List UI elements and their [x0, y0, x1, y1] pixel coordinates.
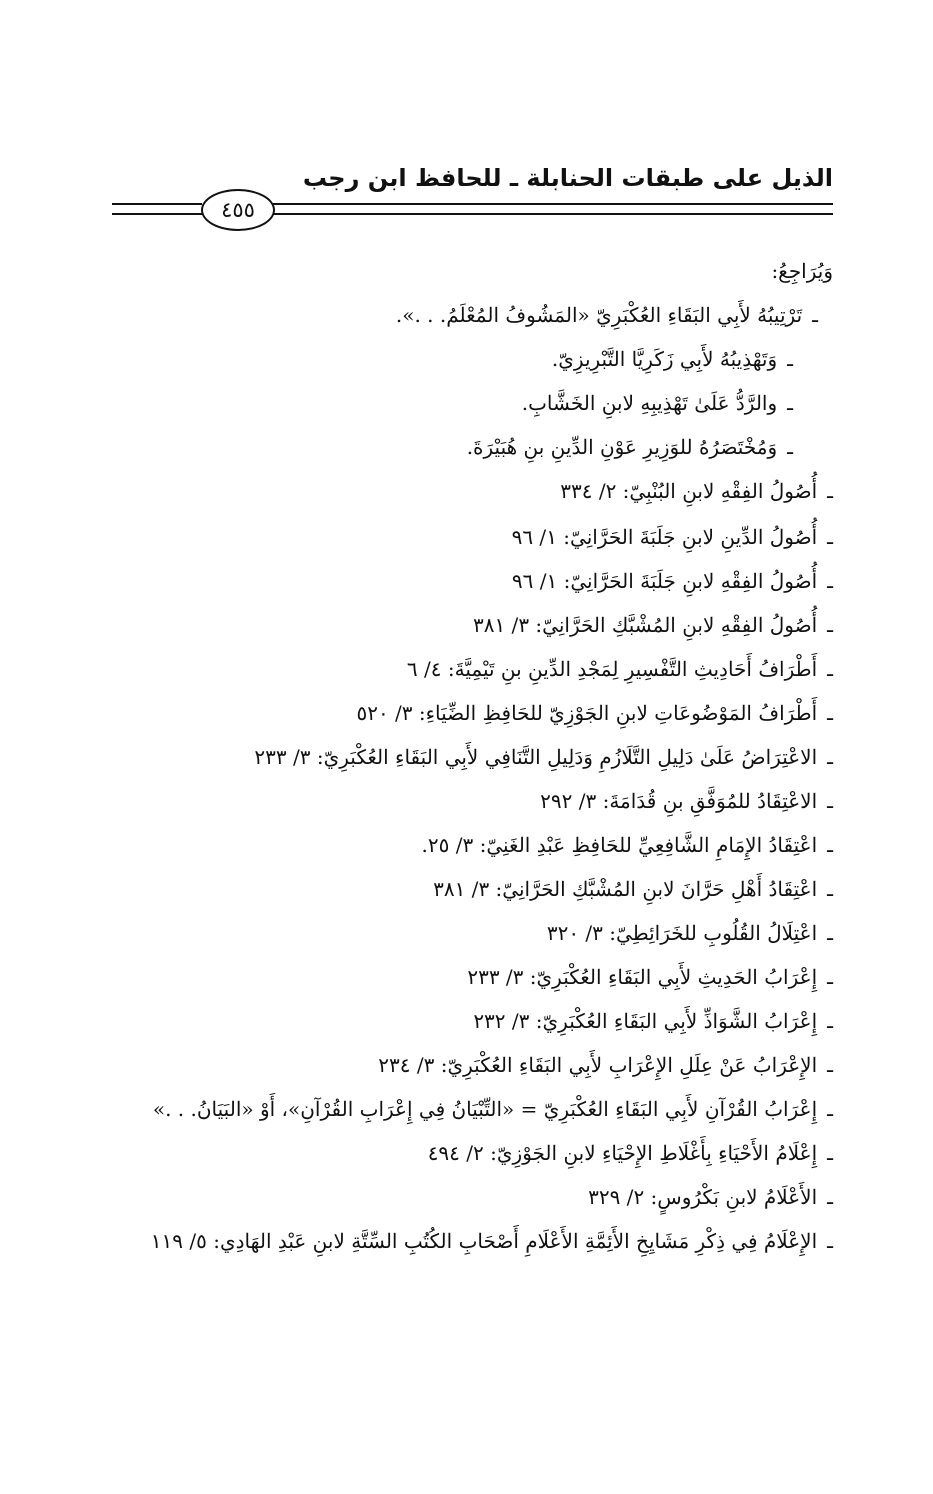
index-entry: [433, 874, 833, 904]
item-dash: ـ: [787, 435, 793, 459]
item-text: أُصُولُ الفِقْهِ لابنِ المُشْبَّكِ الحَرَّانِيّ: ٣/ ٣٨١: [472, 613, 818, 637]
item-dash: ـ: [812, 303, 818, 327]
list-item: [522, 388, 793, 418]
item-text: والرَّدُّ عَلَىٰ تَهْذِيبِهِ لابنِ الخَشَّابِ.: [521, 391, 778, 415]
index-entry: [512, 522, 833, 552]
page-number: ٤٥٥: [201, 189, 275, 231]
item-dash: ـ: [827, 1141, 833, 1165]
item-dash: ـ: [827, 701, 833, 725]
header-rule-right: [273, 203, 833, 215]
index-entry: [378, 1050, 833, 1080]
item-text: أُصُولُ الدِّينِ لابنِ جَلَبَةَ الحَرَّانِيّ: ١/ ٩٦: [511, 525, 818, 549]
item-dash: ـ: [827, 1185, 833, 1209]
index-entry: [473, 1006, 833, 1036]
item-dash: ـ: [827, 877, 833, 901]
item-dash: ـ: [827, 613, 833, 637]
index-entry: [153, 1094, 833, 1124]
index-entry: [588, 1182, 833, 1212]
item-text: إِعْرَابُ القُرْآنِ لأَبِي البَقَاءِ العُكْبَرِيّ = «التِّبْيَانُ فِي إِعْرَابِ القُرْآنِ»، أَوْ «البَيَانُ. . .»: [152, 1097, 818, 1121]
index-entry: [254, 742, 833, 772]
item-text: الإِعْرَابُ عَنْ عِلَلِ الإِعْرَابِ لأَبِي البَقَاءِ العُكْبَرِيّ: ٣/ ٢٣٤: [378, 1053, 818, 1077]
item-text: وَتَهْذِيبُهُ لأَبِي زَكَرِيَّا التَّبْرِيزِيّ.: [551, 347, 778, 371]
item-dash: ـ: [787, 347, 793, 371]
item-dash: ـ: [787, 391, 793, 415]
item-text: إِعْرَابُ الشَّوَاذِّ لأَبِي البَقَاءِ العُكْبَرِيّ: ٣/ ٢٣٢: [473, 1009, 818, 1033]
running-title: الذيل على طبقات الحنابلة ـ للحافظ ابن رجب: [302, 164, 833, 192]
index-entry: [560, 476, 833, 506]
index-entry: [467, 962, 833, 992]
item-dash: ـ: [827, 789, 833, 813]
item-text: أُصُولُ الفِقْهِ لابنِ جَلَبَةَ الحَرَّانِيّ: ١/ ٩٦: [511, 569, 818, 593]
item-text: إِعْرَابُ الحَدِيثِ لأَبِي البَقَاءِ العُكْبَرِيّ: ٣/ ٢٣٣: [467, 965, 818, 989]
item-dash: ـ: [827, 1229, 833, 1253]
index-entry: [473, 610, 833, 640]
item-text: الاعْتِرَاضُ عَلَىٰ دَلِيلِ التَّلَازُمِ وَدَلِيلِ التَّنَافِي لأَبِي البَقَاءِ العُكْبَرِيّ: ٣/ ٢٣٣: [254, 745, 818, 769]
item-text: إِعْلَامُ الأَحْيَاءِ بِأَغْلَاطِ الإِحْيَاءِ لابنِ الجَوْزِيّ: ٢/ ٤٩٤: [427, 1141, 818, 1165]
item-text: أَطْرَافُ أَحَادِيثِ التَّفْسِيرِ لِمَجْدِ الدِّينِ بنِ تَيْمِيَّةَ: ٤/ ٦: [406, 657, 818, 681]
index-entry: [512, 566, 833, 596]
item-dash: ـ: [827, 1009, 833, 1033]
item-text: اعْتِلَالُ القُلُوبِ للخَرَائِطِيّ: ٣/ ٣٢٠: [546, 921, 818, 945]
item-text: وَمُخْتَصَرُهُ للوَزِيرِ عَوْنِ الدِّينِ بنِ هُبَيْرَةَ.: [466, 435, 778, 459]
list-item: [396, 300, 818, 330]
index-entry: [540, 786, 833, 816]
item-dash: ـ: [827, 1097, 833, 1121]
item-text: الاعْتِقَادُ للمُوَفَّقِ بنِ قُدَامَةَ: ٣/ ٢٩٢: [540, 789, 818, 813]
item-dash: ـ: [827, 745, 833, 769]
item-dash: ـ: [827, 965, 833, 989]
item-text: اعْتِقَادُ الإِمَامِ الشَّافِعِيِّ للحَافِظِ عَبْدِ الغَنِيّ: ٣/ ٢٥.: [421, 833, 818, 857]
index-entry: [422, 830, 833, 860]
index-entry: [547, 918, 833, 948]
item-dash: ـ: [827, 1053, 833, 1077]
index-entry: [356, 698, 833, 728]
item-dash: ـ: [827, 833, 833, 857]
item-text: اعْتِقَادُ أَهْلِ حَرَّانَ لابنِ المُشْبَّكِ الحَرَّانِيّ: ٣/ ٣٨١: [433, 877, 818, 901]
item-dash: ـ: [827, 657, 833, 681]
list-item: [467, 432, 793, 462]
item-dash: ـ: [827, 569, 833, 593]
item-text: أُصُولُ الفِقْهِ لابنِ البُنْبِيّ: ٢/ ٣٣٤: [560, 479, 818, 503]
item-text: الأَعْلَامُ لابنِ بَكْرُوسٍ: ٢/ ٣٢٩: [588, 1185, 818, 1209]
index-entry: [407, 654, 833, 684]
item-dash: ـ: [827, 921, 833, 945]
item-text: تَرْتِيبُهُ لأَبِي البَقَاءِ العُكْبَرِيّ «المَشُوفُ المُعْلَمُ. . .».: [395, 303, 803, 327]
list-item: [552, 344, 793, 374]
see-also-heading: وَيُرَاجِعُ:: [771, 259, 833, 283]
header-rule-left: [112, 203, 202, 215]
index-entry: [151, 1226, 833, 1256]
item-text: أَطْرَافُ المَوْضُوعَاتِ لابنِ الجَوْزِيّ للحَافِظِ الضِّيَاءِ: ٣/ ٥٢٠: [356, 701, 818, 725]
item-text: الإِعْلَامُ فِي ذِكْرِ مَشَايِخِ الأَئِمَّةِ الأَعْلَامِ أَصْحَابِ الكُتُبِ السِّتَّةِ لابنِ عَبْدِ الهَادِي: ٥/ ١١٩: [150, 1229, 818, 1253]
index-entry: [428, 1138, 833, 1168]
item-dash: ـ: [827, 525, 833, 549]
item-dash: ـ: [827, 479, 833, 503]
